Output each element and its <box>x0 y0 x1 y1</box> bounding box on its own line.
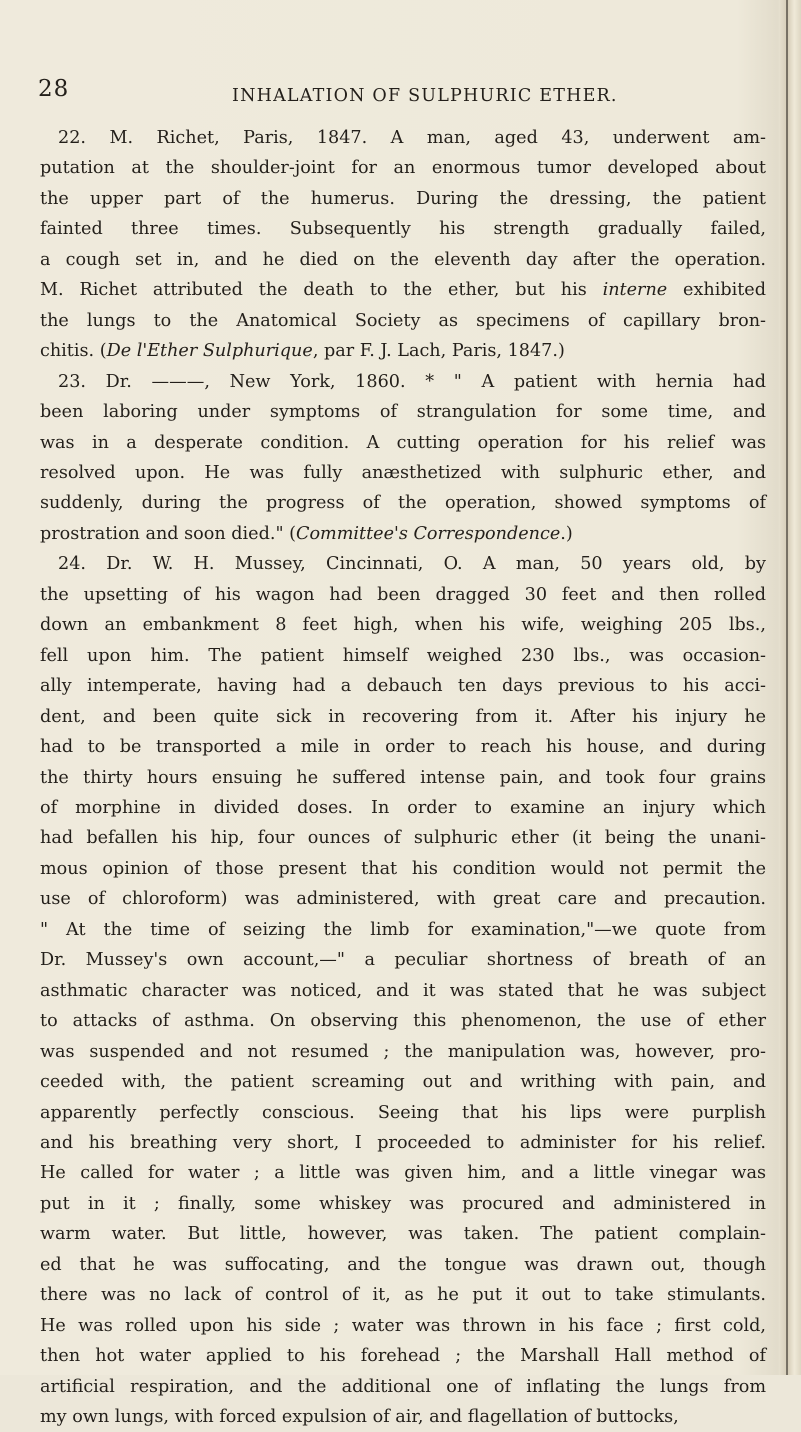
text-line: had befallen his hip, four ounces of sulphuric ether (it being the unani- <box>40 828 766 849</box>
paragraph-24 <box>40 549 766 1432</box>
text-line: and his breathing very short, I proceeded to administer for his relief. <box>40 1132 766 1153</box>
text-line: dent, and been quite sick in recovering from it. After his injury he <box>40 706 766 727</box>
text-line: the lungs to the Anatomical Society as specimens of capillary bron- <box>40 310 766 331</box>
text-line: ally intemperate, having had a debauch ten days previous to his acci- <box>40 676 766 697</box>
text-line: Dr. Mussey's own account,—" a peculiar shortness of breath of an <box>40 950 766 971</box>
text-line: ed that he was suffocating, and the tongue was drawn out, though <box>40 1254 766 1275</box>
text-line: 22. M. Richet, Paris, 1847. A man, aged 43, underwent am- <box>58 128 766 148</box>
text-line: asthmatic character was noticed, and it was stated that he was subject <box>40 980 766 1001</box>
text-line: to attacks of asthma. On observing this phenomenon, the use of ether <box>40 1011 766 1032</box>
text-line: the upper part of the humerus. During the dressing, the patient <box>40 188 766 209</box>
text-line: suddenly, during the progress of the operation, showed symptoms of <box>40 493 766 514</box>
page-edge-shadow <box>779 0 801 1375</box>
running-head: INHALATION OF SULPHURIC ETHER. <box>232 86 618 106</box>
text-line: a cough set in, and he died on the eleventh day after the operation. <box>40 249 766 270</box>
text-line: down an embankment 8 feet high, when his wife, weighing 205 lbs., <box>40 615 766 636</box>
body-text <box>40 123 766 1432</box>
paragraph-23 <box>40 367 766 550</box>
text-line: 23. Dr. ———, New York, 1860. * " A patient with hernia had <box>58 371 766 392</box>
text-line: fainted three times. Subsequently his strength gradually failed, <box>40 219 766 240</box>
text-line: M. Richet attributed the death to the ether, but his interne exhibited <box>40 280 766 301</box>
text-line: fell upon him. The patient himself weighed 230 lbs., was occasion- <box>40 645 766 666</box>
text-line: my own lungs, with forced expulsion of air, and flagellation of buttocks, <box>40 1407 679 1428</box>
text-line: He called for water ; a little was given him, and a little vinegar was <box>40 1163 766 1184</box>
paragraph-22 <box>40 123 766 367</box>
text-line: of morphine in divided doses. In order to examine an injury which <box>40 797 766 818</box>
text-line: was in a desperate condition. A cutting operation for his relief was <box>40 432 766 453</box>
text-line: been laboring under symptoms of strangulation for some time, and <box>40 402 766 423</box>
text-line: 24. Dr. W. H. Mussey, Cincinnati, O. A man, 50 years old, by <box>58 554 766 575</box>
text-line: He was rolled upon his side ; water was thrown in his face ; first cold, <box>40 1315 766 1336</box>
text-line: warm water. But little, however, was taken. The patient complain- <box>40 1224 766 1245</box>
text-line: chitis. (De l'Ether Sulphurique, par F. J. Lach, Paris, 1847.) <box>40 341 565 362</box>
page-edge-line <box>786 0 788 1375</box>
text-line: was suspended and not resumed ; the manipulation was, however, pro- <box>40 1041 766 1062</box>
text-line: putation at the shoulder-joint for an enormous tumor developed about <box>40 158 766 179</box>
text-line: then hot water applied to his forehead ; the Marshall Hall method of <box>40 1346 766 1367</box>
text-line: use of chloroform) was administered, with great care and precaution. <box>40 889 766 910</box>
text-line: there was no lack of control of it, as he put it out to take stimulants. <box>40 1285 766 1306</box>
text-line: ceeded with, the patient screaming out and writhing with pain, and <box>40 1072 766 1093</box>
text-line: the thirty hours ensuing he suffered intense pain, and took four grains <box>40 767 766 788</box>
text-line: " At the time of seizing the limb for examination,"—we quote from <box>40 919 766 940</box>
text-line: had to be transported a mile in order to reach his house, and during <box>40 737 766 758</box>
text-line: mous opinion of those present that his condition would not permit the <box>40 858 766 879</box>
page-number: 28 <box>38 76 70 102</box>
text-line: the upsetting of his wagon had been dragged 30 feet and then rolled <box>40 584 766 605</box>
text-line: put in it ; finally, some whiskey was procured and administered in <box>40 1193 766 1214</box>
text-line: artificial respiration, and the additional one of inflating the lungs from <box>40 1376 766 1397</box>
text-line: prostration and soon died." (Committee's Correspondence.) <box>40 523 573 544</box>
text-line: apparently perfectly conscious. Seeing that his lips were purplish <box>40 1102 766 1123</box>
text-line: resolved upon. He was fully anæsthetized with sulphuric ether, and <box>40 462 766 483</box>
